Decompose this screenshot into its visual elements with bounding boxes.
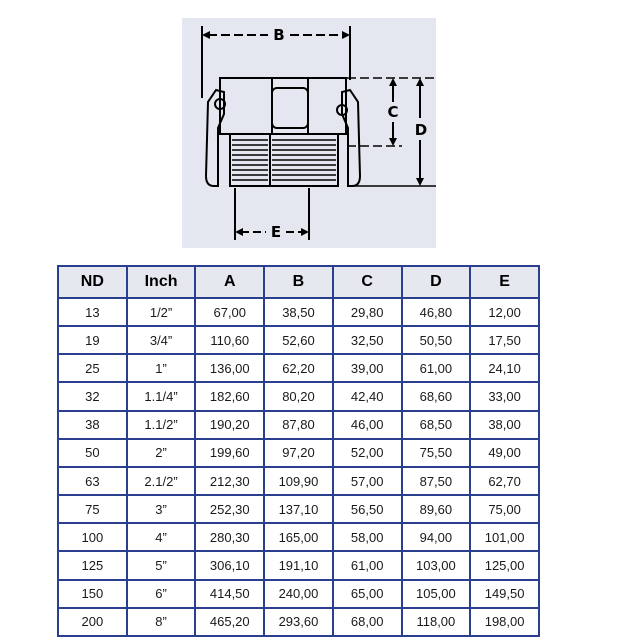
cell-b: 38,50	[264, 298, 333, 326]
cell-d: 46,80	[402, 298, 471, 326]
cell-c: 52,00	[333, 439, 402, 467]
right-cam-lever	[342, 90, 360, 186]
cell-b: 165,00	[264, 523, 333, 551]
cell-inch: 1”	[127, 354, 196, 382]
housing-window	[272, 88, 308, 128]
cell-e: 49,00	[470, 439, 539, 467]
table-row	[58, 580, 539, 608]
cell-e: 101,00	[470, 523, 539, 551]
cell-e: 125,00	[470, 551, 539, 579]
thread-hatching	[232, 140, 336, 180]
cell-b: 293,60	[264, 608, 333, 636]
cell-b: 109,90	[264, 467, 333, 495]
table-row	[58, 523, 539, 551]
cell-a: 190,20	[195, 411, 264, 439]
cell-e: 149,50	[470, 580, 539, 608]
cell-nd: 125	[58, 551, 127, 579]
dimensions-table	[57, 265, 540, 637]
cell-nd: 75	[58, 495, 127, 523]
cell-c: 68,00	[333, 608, 402, 636]
cell-c: 56,50	[333, 495, 402, 523]
cell-d: 68,50	[402, 411, 471, 439]
table-row	[58, 608, 539, 636]
table-row	[58, 298, 539, 326]
header-nd: ND	[58, 266, 127, 298]
header-b: B	[264, 266, 333, 298]
cell-b: 52,60	[264, 326, 333, 354]
dimension-label-b: B	[273, 26, 285, 44]
table-header-row	[58, 266, 539, 298]
dimension-label-e: E	[270, 223, 282, 241]
cell-c: 39,00	[333, 354, 402, 382]
cell-d: 94,00	[402, 523, 471, 551]
cell-a: 280,30	[195, 523, 264, 551]
cell-nd: 13	[58, 298, 127, 326]
cell-d: 103,00	[402, 551, 471, 579]
table-row	[58, 326, 539, 354]
cell-a: 182,60	[195, 382, 264, 410]
cell-e: 24,10	[470, 354, 539, 382]
header-c: C	[333, 266, 402, 298]
cell-inch: 2.1/2”	[127, 467, 196, 495]
cell-a: 212,30	[195, 467, 264, 495]
cell-b: 62,20	[264, 354, 333, 382]
dimension-label-d: D	[414, 121, 428, 139]
cell-inch: 3”	[127, 495, 196, 523]
cell-d: 61,00	[402, 354, 471, 382]
table-row	[58, 495, 539, 523]
cell-c: 29,80	[333, 298, 402, 326]
cell-b: 137,10	[264, 495, 333, 523]
cell-d: 50,50	[402, 326, 471, 354]
cell-inch: 1.1/4”	[127, 382, 196, 410]
cell-inch: 3/4”	[127, 326, 196, 354]
header-inch: Inch	[127, 266, 196, 298]
cell-e: 17,50	[470, 326, 539, 354]
cell-a: 252,30	[195, 495, 264, 523]
cell-c: 46,00	[333, 411, 402, 439]
cell-a: 306,10	[195, 551, 264, 579]
cell-c: 32,50	[333, 326, 402, 354]
table-body	[58, 298, 539, 636]
cell-c: 42,40	[333, 382, 402, 410]
cell-inch: 5”	[127, 551, 196, 579]
cell-a: 414,50	[195, 580, 264, 608]
cell-b: 97,20	[264, 439, 333, 467]
cell-b: 240,00	[264, 580, 333, 608]
coupler-housing	[220, 78, 346, 134]
cell-e: 12,00	[470, 298, 539, 326]
table-row	[58, 382, 539, 410]
cell-nd: 50	[58, 439, 127, 467]
cell-c: 65,00	[333, 580, 402, 608]
cell-a: 67,00	[195, 298, 264, 326]
cell-d: 75,50	[402, 439, 471, 467]
cell-nd: 200	[58, 608, 127, 636]
cell-inch: 1/2”	[127, 298, 196, 326]
cell-inch: 2”	[127, 439, 196, 467]
cell-inch: 4”	[127, 523, 196, 551]
cell-nd: 25	[58, 354, 127, 382]
header-e: E	[470, 266, 539, 298]
cell-a: 199,60	[195, 439, 264, 467]
table-row	[58, 551, 539, 579]
cell-c: 57,00	[333, 467, 402, 495]
header-d: D	[402, 266, 471, 298]
cell-d: 68,60	[402, 382, 471, 410]
cell-d: 105,00	[402, 580, 471, 608]
cell-b: 191,10	[264, 551, 333, 579]
cell-a: 110,60	[195, 326, 264, 354]
coupler-technical-drawing	[182, 18, 436, 248]
cell-nd: 63	[58, 467, 127, 495]
cell-c: 61,00	[333, 551, 402, 579]
cell-c: 58,00	[333, 523, 402, 551]
cell-e: 62,70	[470, 467, 539, 495]
table-row	[58, 411, 539, 439]
header-a: A	[195, 266, 264, 298]
cell-e: 38,00	[470, 411, 539, 439]
coupler-drawing-svg	[182, 18, 436, 248]
cell-nd: 32	[58, 382, 127, 410]
cell-nd: 100	[58, 523, 127, 551]
cell-d: 87,50	[402, 467, 471, 495]
cell-e: 33,00	[470, 382, 539, 410]
cell-nd: 38	[58, 411, 127, 439]
table-row	[58, 354, 539, 382]
cell-a: 136,00	[195, 354, 264, 382]
cell-d: 89,60	[402, 495, 471, 523]
cell-d: 118,00	[402, 608, 471, 636]
table-row	[58, 467, 539, 495]
cell-b: 87,80	[264, 411, 333, 439]
cell-nd: 19	[58, 326, 127, 354]
table-row	[58, 439, 539, 467]
cell-b: 80,20	[264, 382, 333, 410]
dimension-label-c: C	[387, 103, 399, 121]
cell-inch: 1.1/2”	[127, 411, 196, 439]
cell-e: 75,00	[470, 495, 539, 523]
cell-inch: 8”	[127, 608, 196, 636]
cell-a: 465,20	[195, 608, 264, 636]
cell-inch: 6”	[127, 580, 196, 608]
cell-e: 198,00	[470, 608, 539, 636]
cell-nd: 150	[58, 580, 127, 608]
